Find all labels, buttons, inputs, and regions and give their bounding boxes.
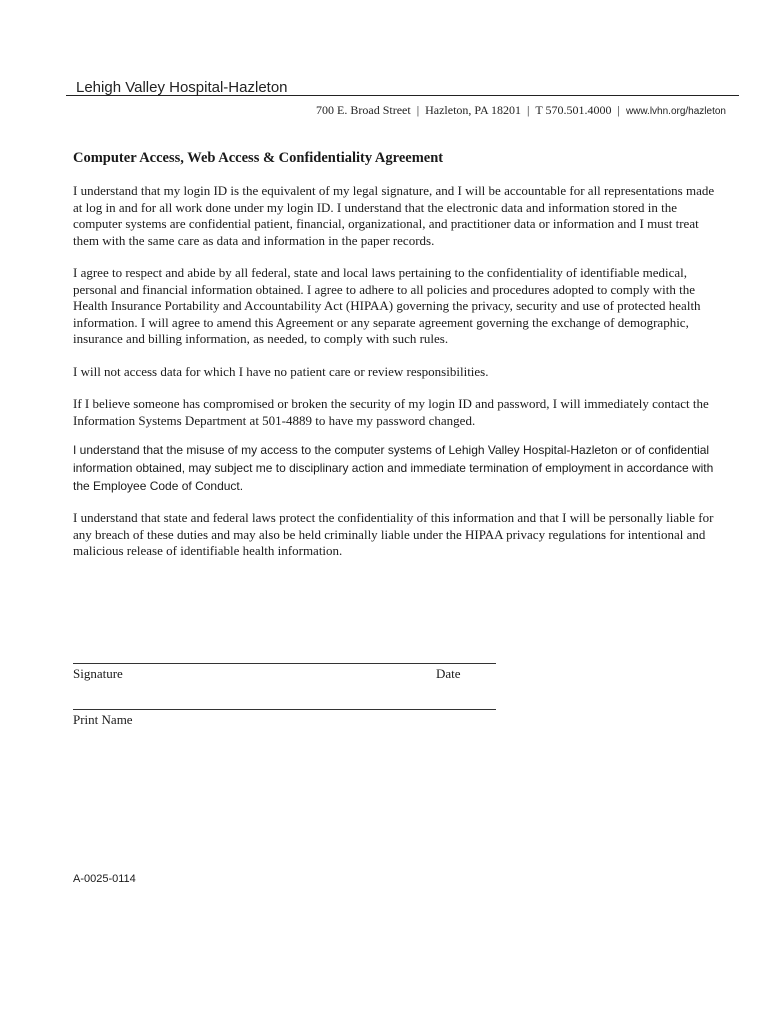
paragraph-laws-compliance: I agree to respect and abide by all federal, state and local laws pertaining to the confidentiality of identifiable medical, personal and financial information obtained. I agree to adhere to all policies and procedures adopted to comply with the Health Insurance Portability and Accountability Act (HIPAA) governing the privacy, security and use of protected health information. I will agree to amend this Agreement or any separate agreement governing the exchange of demographic, insurance and billing information, as needed, to comply with such rules. [73, 265, 701, 346]
signature-line[interactable] [73, 663, 496, 664]
paragraph-no-access: I will not access data for which I have no patient care or review responsibilities. [73, 364, 489, 379]
form-code: A-0025-0114 [73, 873, 136, 885]
street-address: 700 E. Broad Street [316, 103, 411, 117]
print-name-label: Print Name [73, 712, 133, 727]
print-name-line[interactable] [73, 709, 496, 710]
separator: | [527, 103, 530, 117]
paragraph-liability: I understand that state and federal laws protect the confidentiality of this information and that I will be personally liable for any breach of these duties and may also be held criminally liable under the HIPAA privacy regulations for intentional and malicious release of identifiable health information. [73, 510, 714, 558]
paragraph-login-id: I understand that my login ID is the equivalent of my legal signature, and I will be accountable for all representations made at log in and for all work done under my login ID. I understand that the electronic data and information stored in the computer systems are confidential patient, financial, organizational, and practitioner data or information and I must treat them with the same care as data and information in the paper records. [73, 183, 715, 248]
separator: | [617, 103, 620, 117]
paragraph-misuse: I understand that the misuse of my access to the computer systems of Lehigh Valley Hospital-Hazleton or of confidential information obtained, may subject me to disciplinary action and immediate termination of employment in accordance with the Employee Code of Conduct. [73, 443, 714, 493]
signature-label: Signature [73, 666, 123, 681]
organization-name: Lehigh Valley Hospital-Hazleton [76, 79, 288, 96]
phone-number: T 570.501.4000 [535, 103, 612, 117]
city-state-zip: Hazleton, PA 18201 [425, 103, 521, 117]
header-divider [66, 95, 739, 96]
separator: | [416, 103, 420, 117]
paragraph-security-breach: If I believe someone has compromised or broken the security of my login ID and password, I will immediately contact the Information Systems Department at 501-4889 to have my password changed. [73, 396, 709, 428]
address-line [316, 103, 726, 118]
website-link[interactable]: www.lvhn.org/hazleton [625, 106, 726, 117]
document-title: Computer Access, Web Access & Confidentiality Agreement [73, 150, 444, 166]
date-label: Date [436, 666, 461, 681]
